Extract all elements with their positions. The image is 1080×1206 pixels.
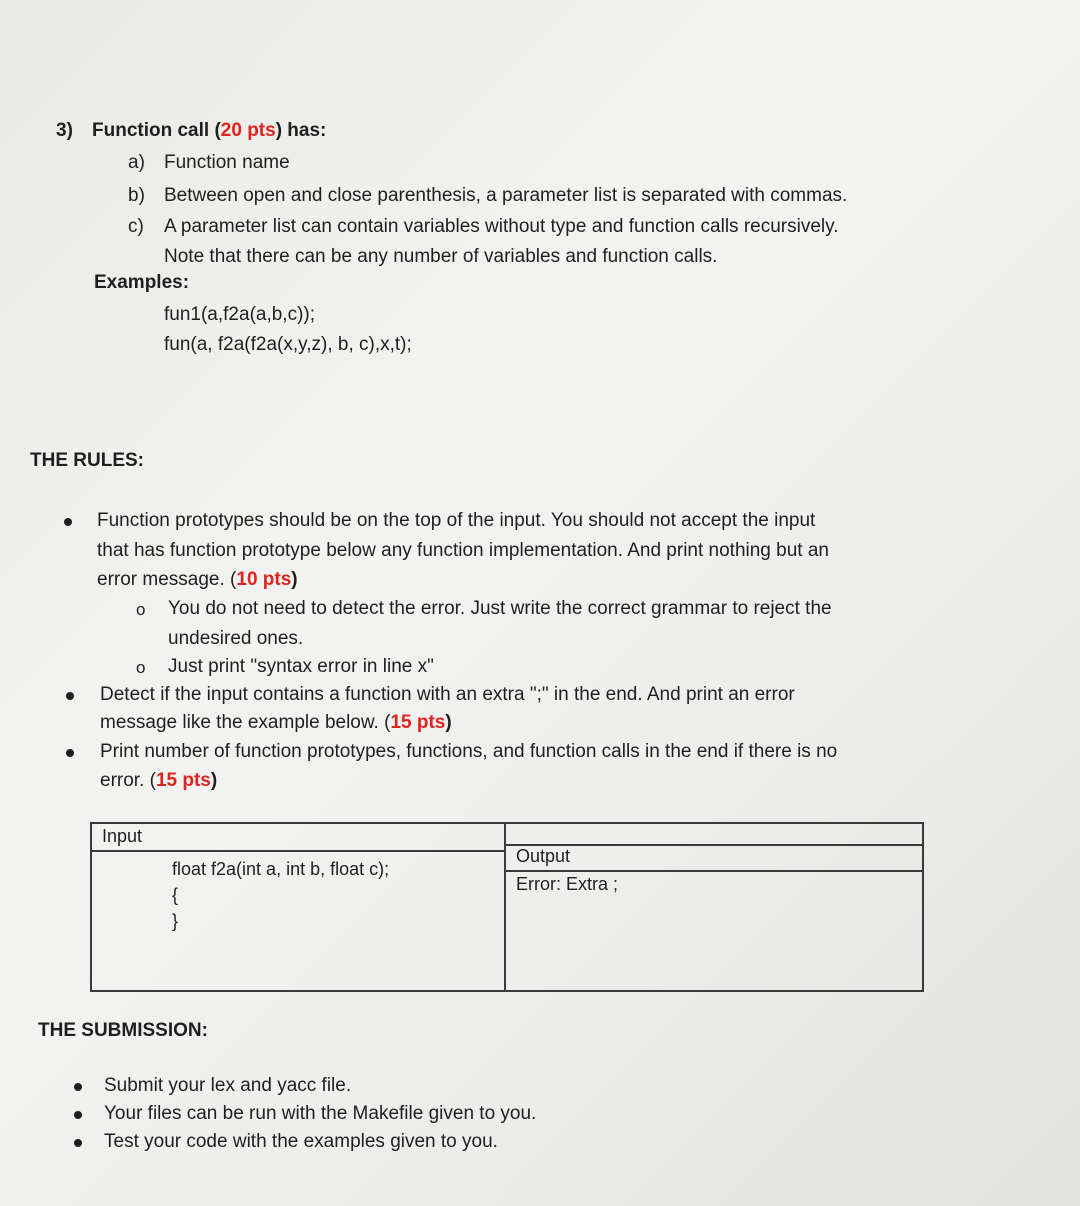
submission-heading: THE SUBMISSION: bbox=[38, 1020, 208, 1041]
bullet-icon bbox=[74, 1111, 82, 1119]
item-text-c: A parameter list can contain variables without type and function calls recursively. bbox=[164, 216, 839, 237]
rule1-line3-text: error message. ( bbox=[97, 569, 237, 590]
output-text: Error: Extra ; bbox=[516, 874, 619, 894]
item-text-a: Function name bbox=[164, 152, 290, 173]
sub2-text: Just print "syntax error in line x" bbox=[168, 656, 434, 677]
input-code bbox=[92, 852, 504, 934]
rule2-points: 15 pts bbox=[390, 712, 446, 733]
submission-item-2: Your files can be run with the Makefile given to you. bbox=[104, 1103, 537, 1124]
rule1-end: ) bbox=[291, 569, 298, 590]
example-line-2: fun(a, f2a(f2a(x,y,z), b, c),x,t); bbox=[164, 334, 412, 355]
item-letter-c: c) bbox=[128, 216, 144, 237]
sub-bullet-icon: o bbox=[136, 600, 146, 619]
section-title-end: ) has: bbox=[275, 120, 327, 141]
sub1-line1: You do not need to detect the error. Just write the correct grammar to reject the bbox=[168, 598, 832, 619]
rule3-line1: Print number of function prototypes, functions, and function calls in the end if there is no bbox=[100, 741, 838, 762]
section-note: Note that there can be any number of variables and function calls. bbox=[164, 246, 718, 267]
rule3-line2-text: error. ( bbox=[100, 770, 156, 791]
input-cell bbox=[91, 823, 505, 991]
bullet-icon bbox=[74, 1139, 82, 1147]
rule1-line2: that has function prototype below any function implementation. And print nothing but an bbox=[97, 540, 829, 561]
section-title bbox=[92, 120, 326, 142]
input-code-line-2: { bbox=[172, 885, 179, 905]
bullet-icon bbox=[64, 518, 72, 526]
rule2-line2 bbox=[100, 712, 452, 734]
bullet-icon bbox=[66, 749, 74, 757]
rule3-points: 15 pts bbox=[155, 770, 211, 791]
sub-bullet-icon: o bbox=[136, 658, 146, 677]
item-letter-a: a) bbox=[128, 152, 145, 173]
input-header: Input bbox=[92, 824, 504, 852]
rule1-line3 bbox=[97, 569, 298, 591]
io-example-table bbox=[90, 822, 924, 992]
output-cell bbox=[505, 823, 923, 991]
output-cell-content bbox=[506, 844, 922, 1010]
output-header: Output bbox=[506, 844, 922, 872]
section-number: 3) bbox=[56, 120, 73, 141]
rule1-points: 10 pts bbox=[236, 569, 292, 590]
rule3-end: ) bbox=[210, 770, 218, 791]
item-letter-b: b) bbox=[128, 185, 145, 206]
submission-item-1: Submit your lex and yacc file. bbox=[104, 1075, 352, 1096]
example-line-1: fun1(a,f2a(a,b,c)); bbox=[164, 304, 316, 325]
item-text-b: Between open and close parenthesis, a parameter list is separated with commas. bbox=[164, 185, 848, 206]
rule3-line2 bbox=[100, 770, 217, 792]
examples-label: Examples: bbox=[94, 272, 190, 293]
rule2-line1: Detect if the input contains a function with an extra ";" in the end. And print an error bbox=[100, 684, 795, 705]
sub1-line2: undesired ones. bbox=[168, 628, 304, 649]
input-cell-content bbox=[92, 824, 504, 990]
rule1-line1: Function prototypes should be on the top of the input. You should not accept the input bbox=[97, 510, 816, 531]
input-code-line-3: } bbox=[172, 911, 179, 931]
rule2-end: ) bbox=[445, 712, 452, 733]
input-code-line-1: float f2a(int a, int b, float c); bbox=[172, 859, 390, 879]
section-title-text: Function call ( bbox=[92, 120, 221, 141]
section-points: 20 pts bbox=[220, 120, 276, 141]
bullet-icon bbox=[74, 1083, 82, 1091]
bullet-icon bbox=[66, 692, 74, 700]
submission-item-3: Test your code with the examples given to you. bbox=[104, 1131, 498, 1152]
rules-heading: THE RULES: bbox=[30, 450, 144, 471]
rule2-line2-text: message like the example below. ( bbox=[100, 712, 391, 733]
